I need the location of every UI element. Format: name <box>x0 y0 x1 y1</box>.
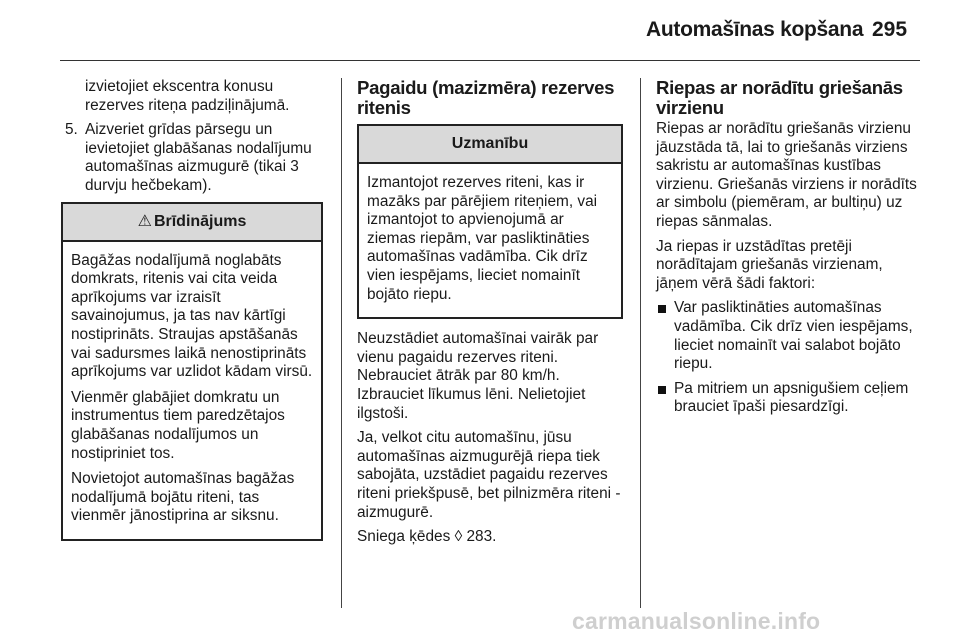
column-divider-2 <box>640 78 641 608</box>
left-column <box>61 78 323 541</box>
right-column <box>656 78 924 423</box>
caution-header <box>359 126 621 164</box>
bullet-square-icon <box>658 305 666 313</box>
warning-body <box>63 242 321 539</box>
section-heading-directional-tyres: Riepas ar norādītu griešanās virzienu <box>656 77 903 118</box>
step-5 <box>61 121 323 195</box>
bullet-square-icon <box>658 386 666 394</box>
page-number: 295 <box>872 18 908 41</box>
section-heading-spare-wheel: Pagaidu (mazizmēra) rezerves ritenis <box>357 77 615 118</box>
middle-column <box>357 78 623 553</box>
caution-text: Izmantojot rezerves riteni, kas ir mazāks par pārējiem riteņiem, vai izmantojot to apvienojumā ar ziemas riepām, var pasliktināties automašīnas vadāmība. Cik drīz vien iespējams, lieciet nomainīt bojāto riepu. <box>367 174 598 303</box>
header-divider <box>60 60 920 61</box>
page-title: Automašīnas kopšana <box>646 18 864 41</box>
watermark: carmanualsonline.info <box>572 608 821 634</box>
page-ref-icon: ◊ <box>454 528 463 546</box>
list-item <box>656 380 924 417</box>
caution-body <box>359 164 621 317</box>
warning-paragraph-2: Vienmēr glabājiet domkratu un instrumentus tiem paredzētajos glabāšanas nodalījumos un nostipriniet tos. <box>71 388 285 462</box>
continuation-text: izvietojiet ekscentra konusu rezerves riteņa padziļinājumā. <box>85 78 290 114</box>
spare-paragraph-1: Neuzstādiet automašīnai vairāk par vienu pagaidu rezerves riteni. Nebrauciet ātrāk par 80 km/h. Izbrauciet līkumus lēni. Nelietojiet ilgstoši. <box>357 330 599 422</box>
step-number: 5. <box>65 121 78 139</box>
snow-chains-text: Sniega ķēdes <box>357 528 451 546</box>
caution-title: Uzmanību <box>451 135 529 152</box>
warning-triangle-icon: ⚠ <box>137 212 152 230</box>
caution-box <box>357 124 623 319</box>
bullet-text: Pa mitriem un apsnigušiem ceļiem brauciet īpaši piesardzīgi. <box>674 379 909 416</box>
tyre-paragraph-2: Ja riepas ir uzstādītas pretēji norādītajam griešanās virzienam, jāņem vērā šādi faktori: <box>656 237 883 292</box>
snow-chains-page: 283. <box>466 528 497 546</box>
warning-paragraph-3: Novietojot automašīnas bagāžas nodalījumā bojātu riteni, tas vienmēr jānostiprina ar siksnu. <box>71 470 295 525</box>
warning-paragraph-1: Bagāžas nodalījumā noglabāts domkrats, ritenis vai cita veida aprīkojums var izraisīt savainojumus, ja tas nav kārtīgi nostiprināts. Straujas apstāšanās vai sadursmes laikā nenostiprināts aprīkojums var uzlidot kādam virsū. <box>71 251 313 381</box>
column-divider-1 <box>341 78 342 608</box>
list-item <box>656 299 924 373</box>
warning-header <box>63 204 321 242</box>
warning-box <box>61 202 323 541</box>
warning-title: Brīdinājums <box>153 212 247 230</box>
snow-chains-ref[interactable] <box>357 528 623 547</box>
bullet-text: Var pasliktināties automašīnas vadāmība. Cik drīz vien iespējams, lieciet nomainīt vai salabot bojāto riepu. <box>674 299 913 373</box>
spare-paragraph-2: Ja, velkot citu automašīnu, jūsu automašīnas aizmugurējā riepa tiek sabojāta, uzstādiet pagaidu rezerves riteni priekšpusē, bet pilnizmēra riteni - aizmugurē. <box>357 429 621 521</box>
step-text: Aizveriet grīdas pārsegu un ievietojiet glabāšanas nodalījumu automašīnas aizmugurē (tikai 3 durvju hečbekam). <box>85 121 312 194</box>
tyre-paragraph-1: Riepas ar norādītu griešanās virzienu jāuzstāda tā, lai to griešanās virziens sakristu ar automašīnas kustības virzienu. Griešanās virziens ir norādīts ar simbolu (piemēram, ar bultiņu) uz riepas sānmalas. <box>656 120 917 230</box>
